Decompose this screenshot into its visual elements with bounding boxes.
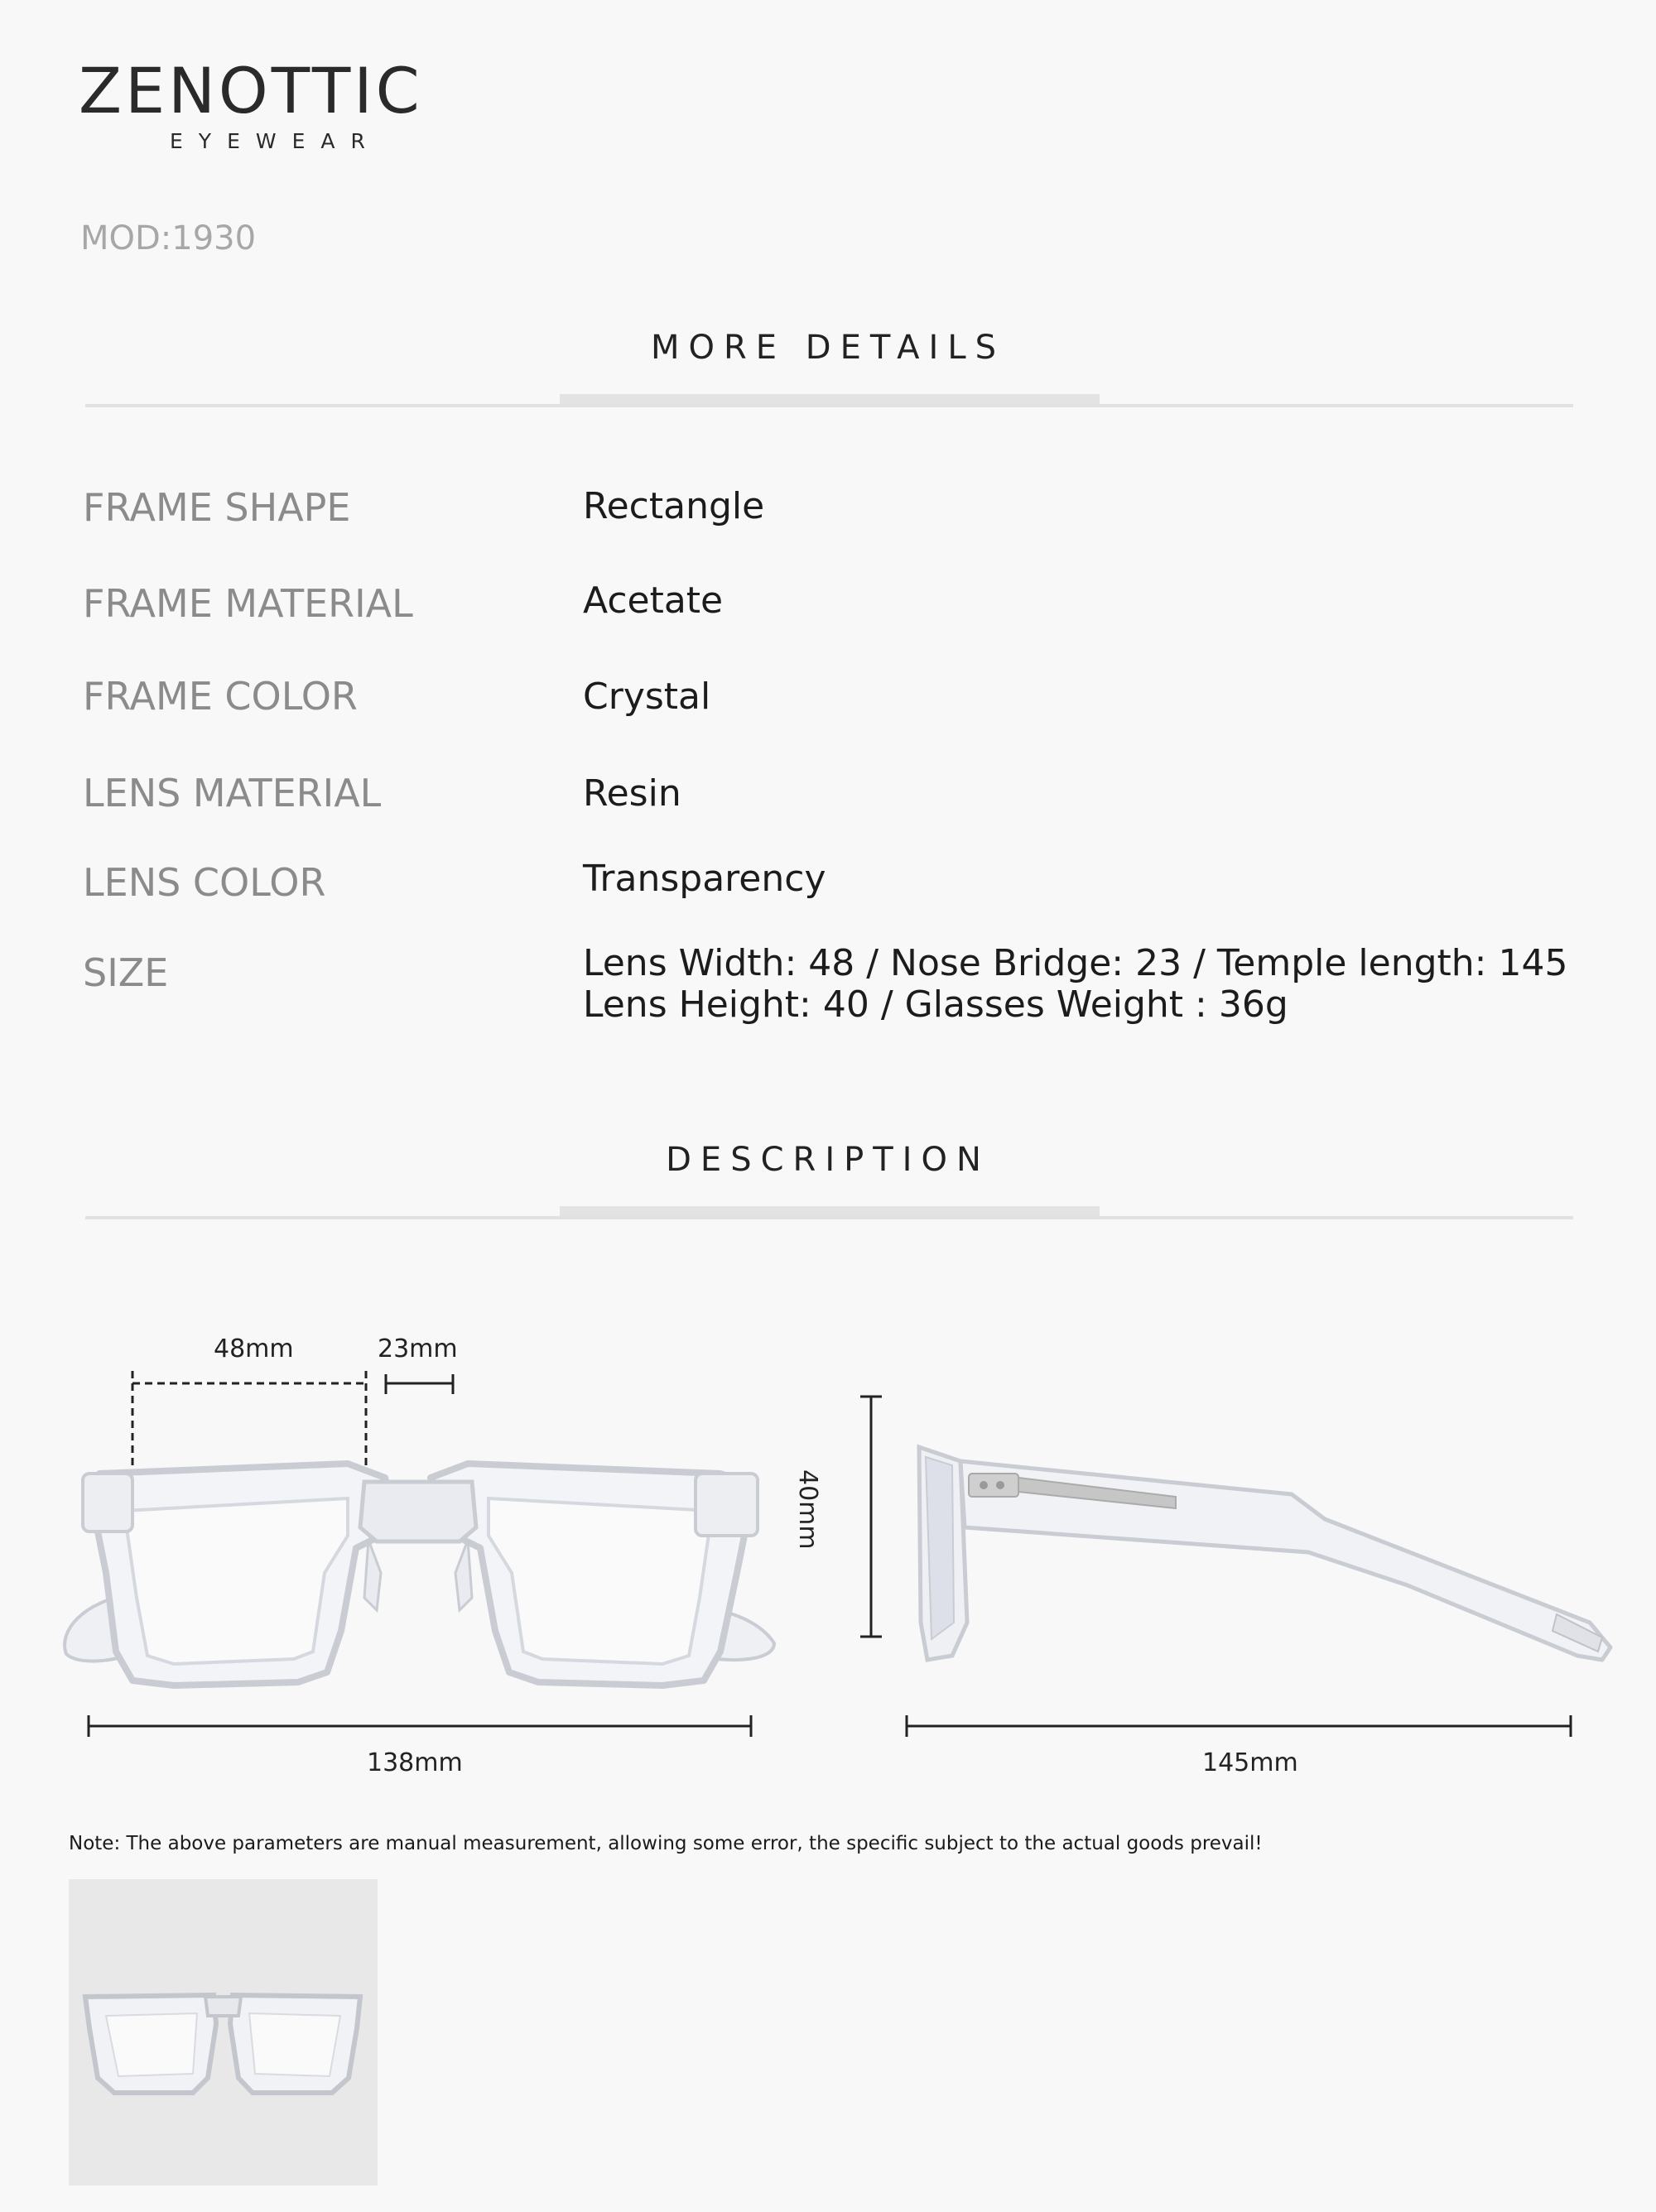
temple-length-dimension bbox=[907, 1715, 1571, 1737]
lens-height-dimension bbox=[860, 1397, 882, 1637]
product-thumbnail[interactable] bbox=[69, 1879, 378, 2186]
bridge-width-label: 23mm bbox=[378, 1334, 458, 1363]
frame-width-dimension bbox=[89, 1715, 751, 1737]
lens-width-label: 48mm bbox=[214, 1334, 294, 1363]
section-rule-details bbox=[85, 404, 1573, 407]
frame-width-label: 138mm bbox=[367, 1748, 463, 1777]
spec-label-lens-color: LENS COLOR bbox=[83, 860, 326, 905]
thumbnail-glasses-image bbox=[69, 1879, 378, 2186]
spec-value-frame-material: Acetate bbox=[583, 579, 724, 622]
spec-value-frame-color: Crystal bbox=[583, 676, 711, 718]
section-title-description: DESCRIPTION bbox=[666, 1141, 990, 1179]
spec-label-frame-color: FRAME COLOR bbox=[83, 674, 358, 719]
lens-height-label: 40mm bbox=[793, 1469, 822, 1550]
spec-value-size-line2: Lens Height: 40 / Glasses Weight : 36g bbox=[583, 983, 1288, 1026]
disclaimer-note: Note: The above parameters are manual measurement, allowing some error, the specific subject to the actual goods prevail! bbox=[69, 1833, 1263, 1854]
spec-label-size: SIZE bbox=[83, 950, 169, 995]
front-frame bbox=[65, 1464, 774, 1685]
spec-label-frame-shape: FRAME SHAPE bbox=[83, 485, 351, 530]
spec-value-frame-shape: Rectangle bbox=[583, 485, 765, 527]
temple-length-label: 145mm bbox=[1202, 1748, 1298, 1777]
spec-value-lens-material: Resin bbox=[583, 772, 681, 815]
brand-logo: ZENOTTIC bbox=[79, 54, 423, 127]
section-rule-description bbox=[85, 1216, 1573, 1219]
model-number: MOD:1930 bbox=[80, 219, 257, 257]
spec-value-lens-color: Transparency bbox=[583, 858, 826, 900]
spec-value-size-line1: Lens Width: 48 / Nose Bridge: 23 / Temple length: 145 bbox=[583, 942, 1568, 984]
spec-label-frame-material: FRAME MATERIAL bbox=[83, 581, 413, 626]
side-frame bbox=[919, 1447, 1610, 1660]
brand-subtitle: EYEWEAR bbox=[170, 129, 381, 153]
bridge-dimension bbox=[386, 1374, 453, 1394]
glasses-side-view bbox=[828, 1374, 1656, 1772]
spec-label-lens-material: LENS MATERIAL bbox=[83, 771, 382, 815]
glasses-front-view bbox=[0, 1325, 828, 1772]
section-title-details: MORE DETAILS bbox=[650, 329, 1005, 367]
